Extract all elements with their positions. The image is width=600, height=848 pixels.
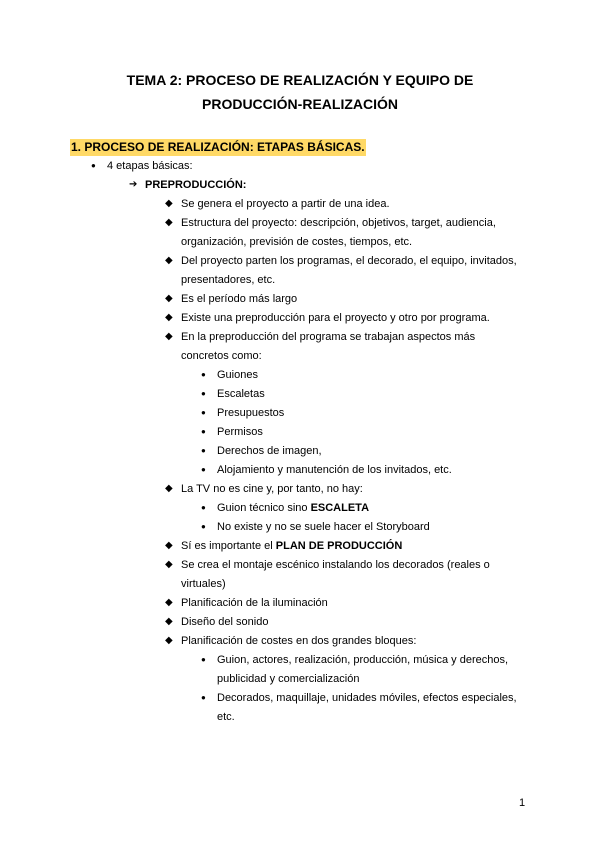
item-text: Estructura del proyecto: descripción, objetivos, target, audiencia,: [181, 217, 496, 229]
bold-text: PLAN DE PRODUCCIÓN: [275, 540, 403, 552]
bullet-dot-icon: ●: [91, 161, 96, 170]
item-text: Decorados, maquillaje, unidades móviles, efectos especiales,: [217, 692, 517, 704]
list-item: [181, 254, 517, 268]
item-text: Sí es importante el: [181, 540, 276, 552]
diamond-bullet-icon: ◆: [165, 312, 173, 323]
list-item: [217, 406, 284, 420]
diamond-bullet-icon: ◆: [165, 255, 173, 266]
bullet-dot-icon: ●: [201, 389, 206, 398]
diamond-bullet-icon: ◆: [165, 198, 173, 209]
list-item: [145, 178, 246, 192]
list-item: [217, 710, 235, 724]
list-item: [181, 596, 328, 610]
bullet-dot-icon: ●: [201, 503, 206, 512]
bold-text: ESCALETA: [310, 502, 370, 514]
item-text: Derechos de imagen,: [217, 445, 322, 457]
item-text: presentadores, etc.: [181, 274, 276, 286]
item-text: Planificación de costes en dos grandes bloques:: [181, 635, 417, 647]
document-title-line-1: TEMA 2: PROCESO DE REALIZACIÓN Y EQUIPO DE: [126, 72, 474, 88]
list-item: [181, 577, 226, 591]
list-item: [181, 482, 363, 496]
list-item: [181, 197, 390, 211]
diamond-bullet-icon: ◆: [165, 635, 173, 646]
bullet-dot-icon: ●: [201, 693, 206, 702]
bullet-dot-icon: ●: [201, 446, 206, 455]
list-item: [217, 691, 517, 705]
list-item: [181, 539, 402, 553]
list-item: [217, 672, 359, 686]
list-item: [181, 311, 490, 325]
bullet-dot-icon: ●: [201, 465, 206, 474]
list-item: [181, 615, 268, 629]
list-item: [217, 501, 369, 515]
list-item: [181, 292, 297, 306]
item-text: etc.: [217, 711, 235, 723]
item-text: concretos como:: [181, 350, 262, 362]
page-number: 1: [519, 797, 526, 809]
diamond-bullet-icon: ◆: [165, 217, 173, 228]
list-item: [217, 425, 263, 439]
item-text: virtuales): [181, 578, 226, 590]
diamond-bullet-icon: ◆: [165, 483, 173, 494]
list-item: [217, 387, 265, 401]
diamond-bullet-icon: ◆: [165, 597, 173, 608]
item-text: Se crea el montaje escénico instalando los decorados (reales o: [181, 559, 490, 571]
item-text: organización, previsión de costes, tiempos, etc.: [181, 236, 413, 248]
bullet-dot-icon: ●: [201, 522, 206, 531]
item-text: Del proyecto parten los programas, el decorado, el equipo, invitados,: [181, 255, 517, 267]
item-text: Permisos: [217, 426, 263, 438]
item-text: Diseño del sonido: [181, 616, 269, 628]
diamond-bullet-icon: ◆: [165, 616, 173, 627]
bold-text: PREPRODUCCIÓN:: [145, 179, 247, 191]
item-text: Guiones: [217, 369, 258, 381]
diamond-bullet-icon: ◆: [165, 540, 173, 551]
bullet-dot-icon: ●: [201, 427, 206, 436]
bullet-dot-icon: ●: [201, 655, 206, 664]
diamond-bullet-icon: ◆: [165, 559, 173, 570]
item-text: Planificación de la iluminación: [181, 597, 328, 609]
list-item: [181, 634, 416, 648]
list-item: [217, 444, 322, 458]
item-text: Existe una preproducción para el proyecto y otro por programa.: [181, 312, 490, 324]
diamond-bullet-icon: ◆: [165, 293, 173, 304]
list-item: [181, 349, 262, 363]
arrow-right-icon: ➔: [129, 179, 138, 190]
item-text: Es el período más largo: [181, 293, 298, 305]
section-heading: 1. PROCESO DE REALIZACIÓN: ETAPAS BÁSICAS.: [71, 140, 365, 154]
item-text: Se genera el proyecto a partir de una idea.: [181, 198, 390, 210]
list-item: [181, 216, 496, 230]
list-item: [217, 653, 508, 667]
list-item: [181, 558, 490, 572]
item-text: Escaletas: [217, 388, 265, 400]
item-text: La TV no es cine y, por tanto, no hay:: [181, 483, 363, 495]
item-text: Guion, actores, realización, producción, música y derechos,: [217, 654, 509, 666]
item-text: No existe y no se suele hacer el Storyboard: [217, 521, 430, 533]
list-item: [181, 273, 275, 287]
item-text: publicidad y comercialización: [217, 673, 360, 685]
list-item: [217, 368, 258, 382]
list-item: [181, 235, 412, 249]
bullet-dot-icon: ●: [201, 408, 206, 417]
item-text: Guion técnico sino: [217, 502, 311, 514]
item-text: 4 etapas básicas:: [107, 160, 193, 172]
document-title-line-2: PRODUCCIÓN-REALIZACIÓN: [202, 96, 398, 112]
item-text: En la preproducción del programa se trabajan aspectos más: [181, 331, 476, 343]
bullet-dot-icon: ●: [201, 370, 206, 379]
list-item: [217, 520, 430, 534]
item-text: Presupuestos: [217, 407, 285, 419]
list-item: [107, 159, 193, 173]
list-item: [217, 463, 452, 477]
diamond-bullet-icon: ◆: [165, 331, 173, 342]
item-text: Alojamiento y manutención de los invitados, etc.: [217, 464, 452, 476]
list-item: [181, 330, 475, 344]
